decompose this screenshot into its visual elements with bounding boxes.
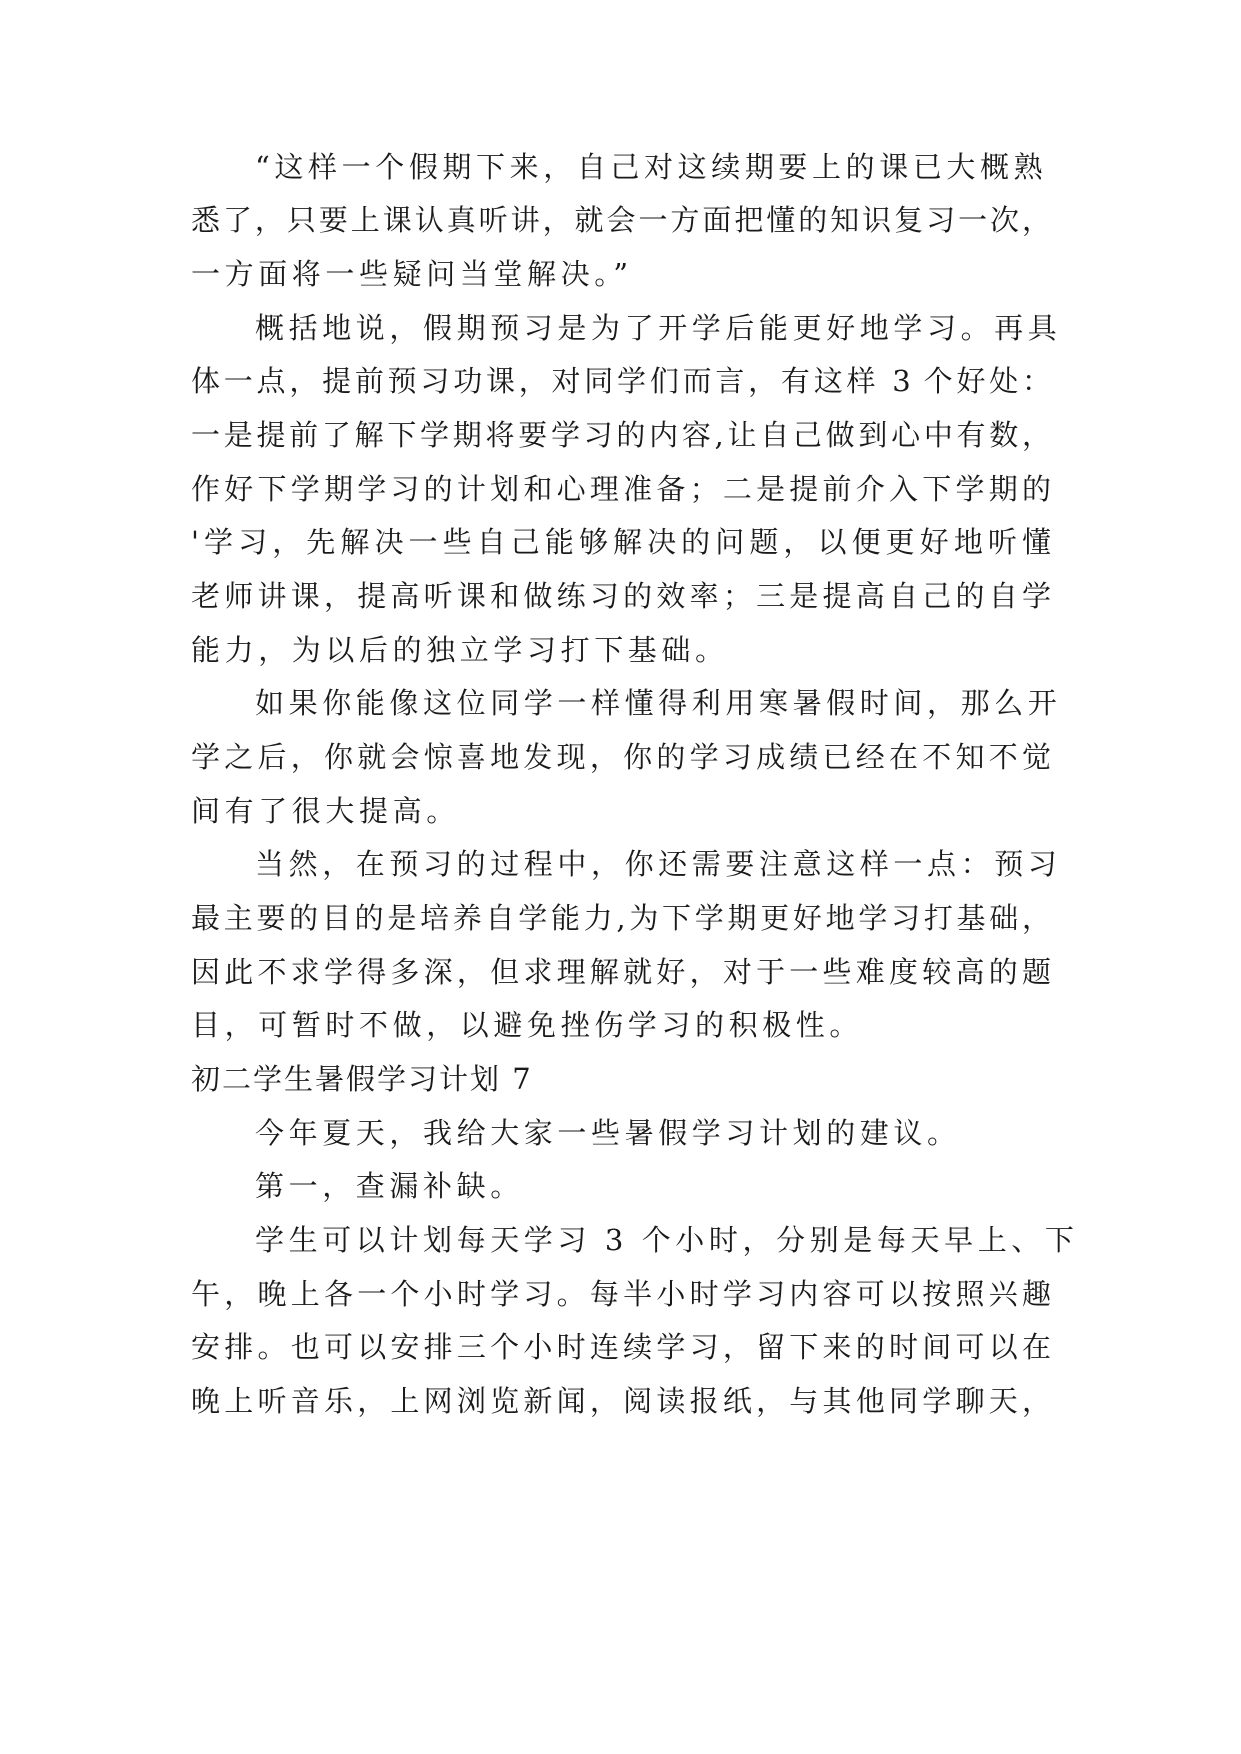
- paragraph-2-line-6: 老师讲课，提高听课和做练习的效率；三是提高自己的自学: [191, 579, 1051, 613]
- paragraph-1-line-1: “这样一个假期下来，自己对这续期要上的课已大概熟: [255, 150, 1048, 184]
- paragraph-7-line-2: 午，晚上各一个小时学习。每半小时学习内容可以按照兴趣: [191, 1277, 1051, 1311]
- paragraph-2-line-7: 能力，为以后的独立学习打下基础。: [191, 633, 729, 667]
- paragraph-6-line-1: 第一，查漏补缺。: [255, 1169, 524, 1203]
- paragraph-2-line-3: 一是提前了解下学期将要学习的内容,让自己做到心中有数，: [191, 418, 1051, 452]
- paragraph-4-line-2: 最主要的目的是培养自学能力,为下学期更好地学习打基础，: [191, 901, 1051, 935]
- paragraph-4-line-1: 当然，在预习的过程中，你还需要注意这样一点：预习: [255, 847, 1062, 881]
- paragraph-1-line-2: 悉了，只要上课认真听讲，就会一方面把懂的知识复习一次，: [191, 203, 1051, 237]
- paragraph-3-line-1: 如果你能像这位同学一样懂得利用寒暑假时间，那么开: [255, 686, 1062, 720]
- paragraph-2-line-5: '学习，先解决一些自己能够解决的问题，以便更好地听懂: [191, 525, 1051, 559]
- paragraph-1-line-3: 一方面将一些疑问当堂解决。”: [191, 257, 633, 291]
- paragraph-7-line-4: 晚上听音乐，上网浏览新闻，阅读报纸，与其他同学聊天，: [191, 1384, 1051, 1418]
- paragraph-2-line-2: 体一点，提前预习功课，对同学们而言，有这样 3 个好处：: [191, 364, 1051, 398]
- paragraph-2-line-4: 作好下学期学习的计划和心理准备；二是提前介入下学期的: [191, 472, 1051, 506]
- paragraph-5-line-1: 今年夏天，我给大家一些暑假学习计划的建议。: [255, 1116, 961, 1150]
- paragraph-2-line-1: 概括地说，假期预习是为了开学后能更好地学习。再具: [255, 311, 1062, 345]
- paragraph-3-line-2: 学之后，你就会惊喜地发现，你的学习成绩已经在不知不觉: [191, 740, 1051, 774]
- section-heading: 初二学生暑假学习计划 7: [191, 1062, 533, 1096]
- paragraph-4-line-4: 目，可暂时不做，以避免挫伤学习的积极性。: [191, 1008, 864, 1042]
- paragraph-7-line-3: 安排。也可以安排三个小时连续学习，留下来的时间可以在: [191, 1330, 1051, 1364]
- paragraph-4-line-3: 因此不求学得多深，但求理解就好，对于一些难度较高的题: [191, 955, 1051, 989]
- paragraph-3-line-3: 间有了很大提高。: [191, 794, 460, 828]
- paragraph-7-line-1: 学生可以计划每天学习 3 个小时，分别是每天早上、下: [255, 1223, 1079, 1257]
